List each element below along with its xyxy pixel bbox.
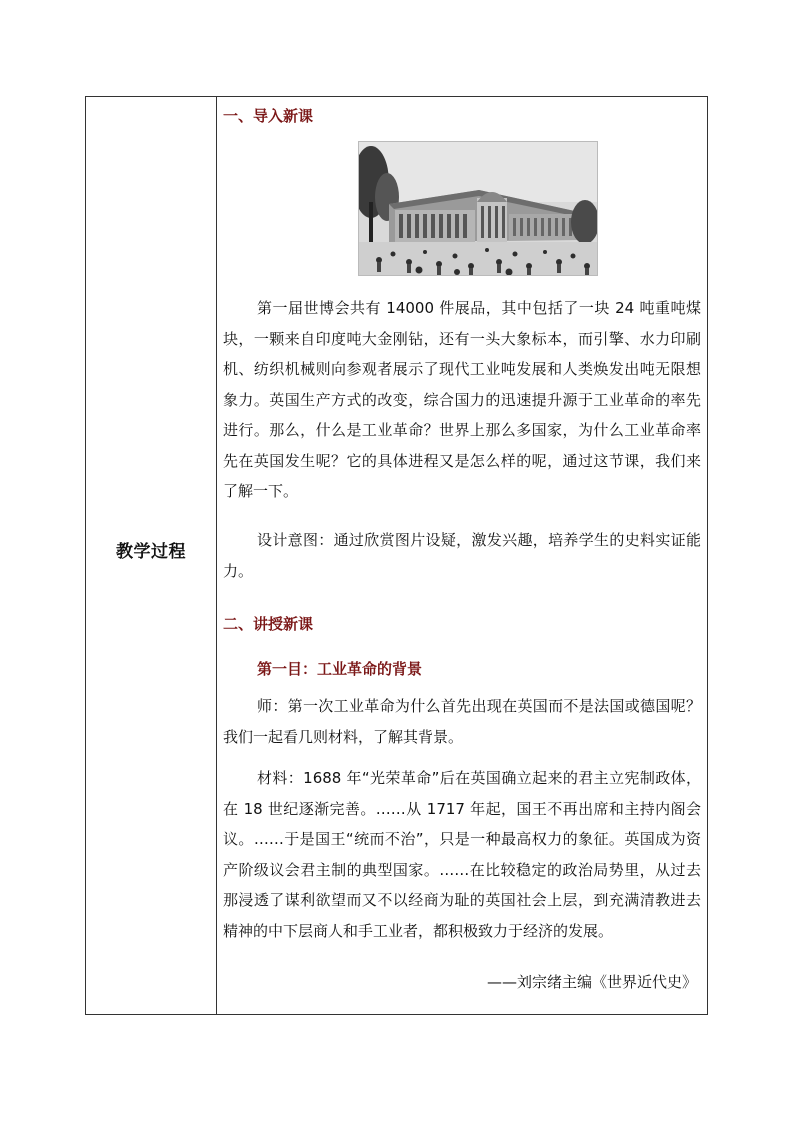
lesson-table [85,96,708,1015]
column-divider [216,97,217,1014]
section-heading-intro: 一、导入新课 [223,107,314,125]
intro-paragraph: 第一届世博会共有 14000 件展品，其中包括了一块 24 吨重吨煤块，一颗来自印度吨大金刚钻，还有一头大象标本，而引擎、水力印刷机、纺织机械则向参观者展示了现代工业吨发展和人类焕发出吨无限想象力。英国生产方式的改变，综合国力的迅速提升源于工业革命的率先进行。那么，什么是工业革命？世界上那么多国家，为什么工业革命率先在英国发生呢？它的具体进程又是怎么样的呢，通过这节课，我们来了解一下。 [223,299,701,500]
row-label: 教学过程 [116,542,186,562]
crystal-palace-engraving-icon [359,142,598,276]
crystal-palace-image [358,141,598,276]
section-heading-lecture: 二、讲授新课 [223,615,314,633]
material-paragraph: 材料：1688 年“光荣革命”后在英国确立起来的君主立宪制政体，在 18 世纪逐渐完善。……从 1717 年起，国王不再出席和主持内阁会议。……于是国王“统而不治”，只是一种最高权力的象征。英国成为资产阶级议会君主制的典型国家。……在比较稳定的政治局势里，从过去那浸透了谋利欲望而又不以经商为耻的英国社会上层，到充满清教进去精神的中下层商人和手工业者，都积极致力于经济的发展。 [223,769,701,940]
design-intent-paragraph: 设计意图：通过欣赏图片设疑，激发兴趣，培养学生的史料实证能力。 [223,531,701,580]
material-source: ——刘宗绪主编《世界近代史》 [486,973,697,991]
subsection-heading-background: 第一目：工业革命的背景 [257,660,423,678]
teacher-question-paragraph: 师：第一次工业革命为什么首先出现在英国而不是法国或德国呢？我们一起看几则材料，了解其背景。 [223,697,701,746]
